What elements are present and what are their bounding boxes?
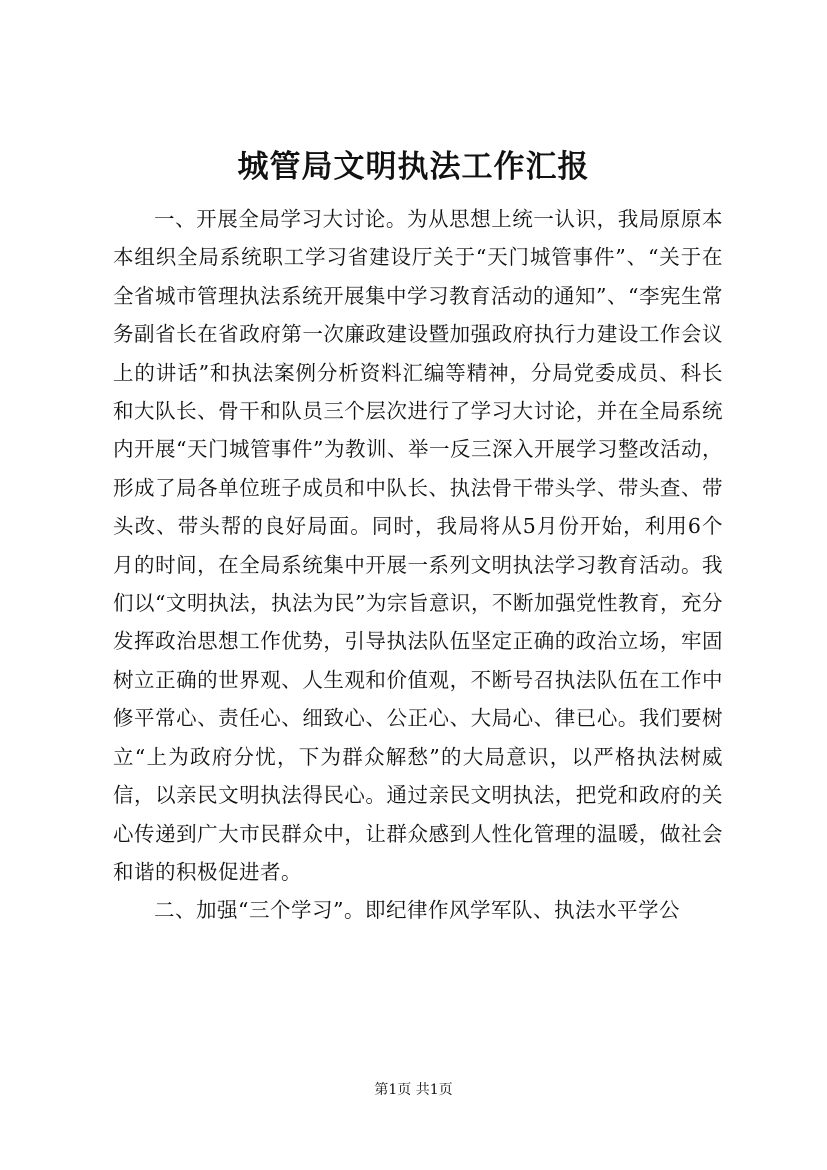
paragraph-1: 一、开展全局学习大讨论。为从思想上统一认识，我局原原本本组织全局系统职工学习省建设厅关于“天门城管事件”、“关于在全省城市管理执法系统开展集中学习教育活动的通知”、“李宪生常务副省长在省政府第一次廉政建设暨加强政府执行力建设工作会议上的讲话”和执法案例分析资料汇编等精神，分局党委成员、科长和大队长、骨干和队员三个层次进行了学习大讨论，并在全局系统内开展“天门城管事件”为教训、举一反三深入开展学习整改活动，形成了局各单位班子成员和中队长、执法骨干带头学、带头查、带头改、带头帮的良好局面。同时，我局将从5月份开始，利用6个月的时间，在全局系统集中开展一系列文明执法学习教育活动。我们以“文明执法，执法为民”为宗旨意识，不断加强党性教育，充分发挥政治思想工作优势，引导执法队伍坚定正确的政治立场，牢固树立正确的世界观、人生观和价值观，不断号召执法队伍在工作中修平常心、责任心、细致心、公正心、大局心、律已心。我们要树立“上为政府分忧，下为群众解愁”的大局意识，以严格执法树威信，以亲民文明执法得民心。通过亲民文明执法，把党和政府的关心传递到广大市民群众中，让群众感到人性化管理的温暖，做社会和谐的积极促进者。: [113, 207, 723, 884]
paragraph-2: 二、加强“三个学习”。即纪律作风学军队、执法水平学公: [154, 898, 680, 923]
document-title: 城管局文明执法工作汇报: [237, 149, 590, 185]
document-body: [113, 200, 723, 930]
page-footer: 第1页 共1页: [374, 1082, 453, 1098]
